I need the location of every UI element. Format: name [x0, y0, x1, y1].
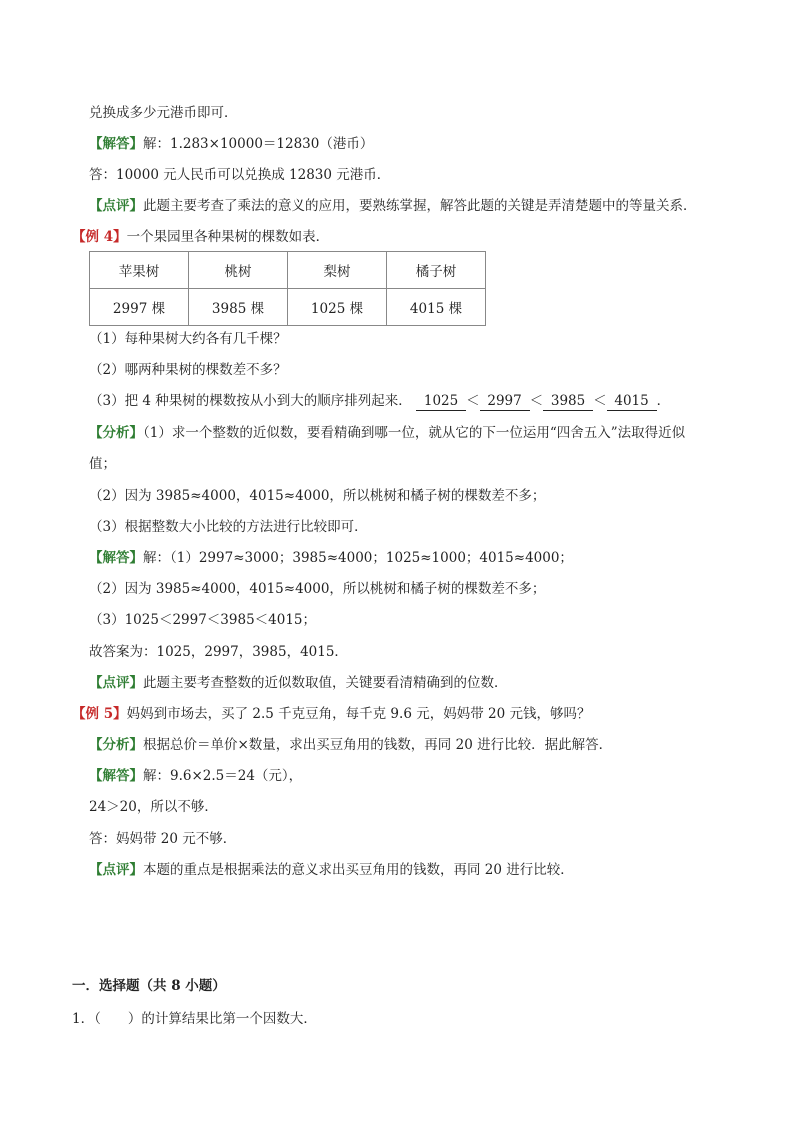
answer-blank[interactable]: 4015: [607, 392, 657, 411]
example5-title: [72, 705, 590, 723]
answer-text: 解：（1）2997≈3000；3985≈4000；1025≈1000；4015≈4000；: [143, 550, 573, 566]
answer-blank[interactable]: 2997: [480, 392, 530, 411]
analysis-line-2: （2）因为 3985≈4000，4015≈4000，所以桃树和橘子树的棵数差不多；: [89, 488, 546, 504]
example4-comment: [89, 674, 508, 692]
intro-answer: [89, 135, 373, 153]
analysis-line-1: [89, 424, 685, 442]
table-header-cell: 橘子树: [387, 252, 486, 289]
comment-tag: 【点评】: [89, 675, 143, 691]
analysis-text: 根据总价＝单价×数量，求出买豆角用的钱数，再同 20 进行比较．据此解答．: [143, 737, 613, 753]
intro-line: 兑换成多少元港币即可．: [89, 105, 238, 121]
comment-text: 此题主要考查了乘法的意义的应用，要熟练掌握，解答此题的关键是弄清楚题中的等量关系．: [143, 198, 697, 214]
answer-tag: 【解答】: [89, 136, 143, 152]
table-header-cell: 苹果树: [90, 252, 189, 289]
question-3-text: （3）把 4 种果树的棵数按从小到大的顺序排列起来．: [89, 393, 412, 409]
question-1: （1）每种果树大约各有几千棵？: [89, 331, 287, 347]
less-than-sign: ＜: [466, 393, 480, 409]
example-tag: 【例 4】: [72, 229, 127, 245]
example5-analysis: [89, 736, 612, 754]
answer-tag: 【解答】: [89, 550, 143, 566]
answer-tag: 【解答】: [89, 768, 143, 784]
section-title: 一．选择题（共 8 小题）: [72, 978, 226, 994]
question-3: [89, 392, 670, 411]
table-header-row: [90, 252, 486, 289]
table-row: [90, 289, 486, 326]
example-title-text: 一个果园里各种果树的棵数如表．: [126, 229, 330, 245]
example5-comment: [89, 861, 574, 879]
intro-conclusion: 答：10000 元人民币可以兑换成 12830 元港币．: [89, 167, 391, 183]
analysis-tag: 【分析】: [89, 737, 143, 753]
less-than-sign: ＜: [529, 393, 544, 409]
example5-answer-2: 24＞20，所以不够．: [89, 799, 218, 815]
period: ．: [656, 393, 671, 409]
answer-blank[interactable]: 1025: [416, 392, 466, 411]
table-cell: 4015 棵: [387, 289, 486, 326]
analysis-text: （1）求一个整数的近似数，要看精确到哪一位，就从它的下一位运用“四舍五入”法取得近似: [143, 425, 686, 441]
answer-blank[interactable]: 3985: [543, 392, 593, 411]
answer-line-2: （2）因为 3985≈4000，4015≈4000，所以桃树和橘子树的棵数差不多；: [89, 581, 546, 597]
example5-answer: [89, 767, 302, 785]
comment-tag: 【点评】: [89, 198, 143, 214]
answer-line-1: [89, 549, 573, 567]
table-cell: 3985 棵: [189, 289, 288, 326]
analysis-line-3: （3）根据整数大小比较的方法进行比较即可．: [89, 519, 368, 535]
comment-text: 此题主要考查整数的近似数取值，关键要看清精确到的位数．: [143, 675, 508, 691]
analysis-line-1b: 值；: [89, 456, 116, 472]
table-header-cell: 梨树: [288, 252, 387, 289]
example-tag: 【例 5】: [72, 706, 127, 722]
fruit-tree-table: [89, 251, 486, 326]
comment-tag: 【点评】: [89, 862, 143, 878]
less-than-sign: ＜: [593, 393, 607, 409]
intro-comment: [89, 197, 697, 215]
example-title-text: 妈妈到市场去，买了 2.5 千克豆角，每千克 9.6 元，妈妈带 20 元钱，够吗？: [126, 706, 591, 722]
question-2: （2）哪两种果树的棵数差不多？: [89, 362, 287, 378]
answer-text: 解：9.6×2.5＝24（元），: [143, 768, 303, 784]
answer-text: 解：1.283×10000＝12830（港币）: [143, 136, 374, 152]
table-cell: 1025 棵: [288, 289, 387, 326]
answer-line-3: （3）1025＜2997＜3985＜4015；: [89, 612, 317, 628]
analysis-tag: 【分析】: [89, 425, 143, 441]
example4-title: [72, 228, 329, 246]
final-answer: 故答案为：1025，2997，3985，4015．: [89, 644, 348, 660]
comment-text: 本题的重点是根据乘法的意义求出买豆角用的钱数，再同 20 进行比较．: [143, 862, 574, 878]
section-question-1: 1．（ ）的计算结果比第一个因数大．: [72, 1011, 317, 1027]
example5-conclusion: 答：妈妈带 20 元不够．: [89, 831, 237, 847]
table-header-cell: 桃树: [189, 252, 288, 289]
table-cell: 2997 棵: [90, 289, 189, 326]
